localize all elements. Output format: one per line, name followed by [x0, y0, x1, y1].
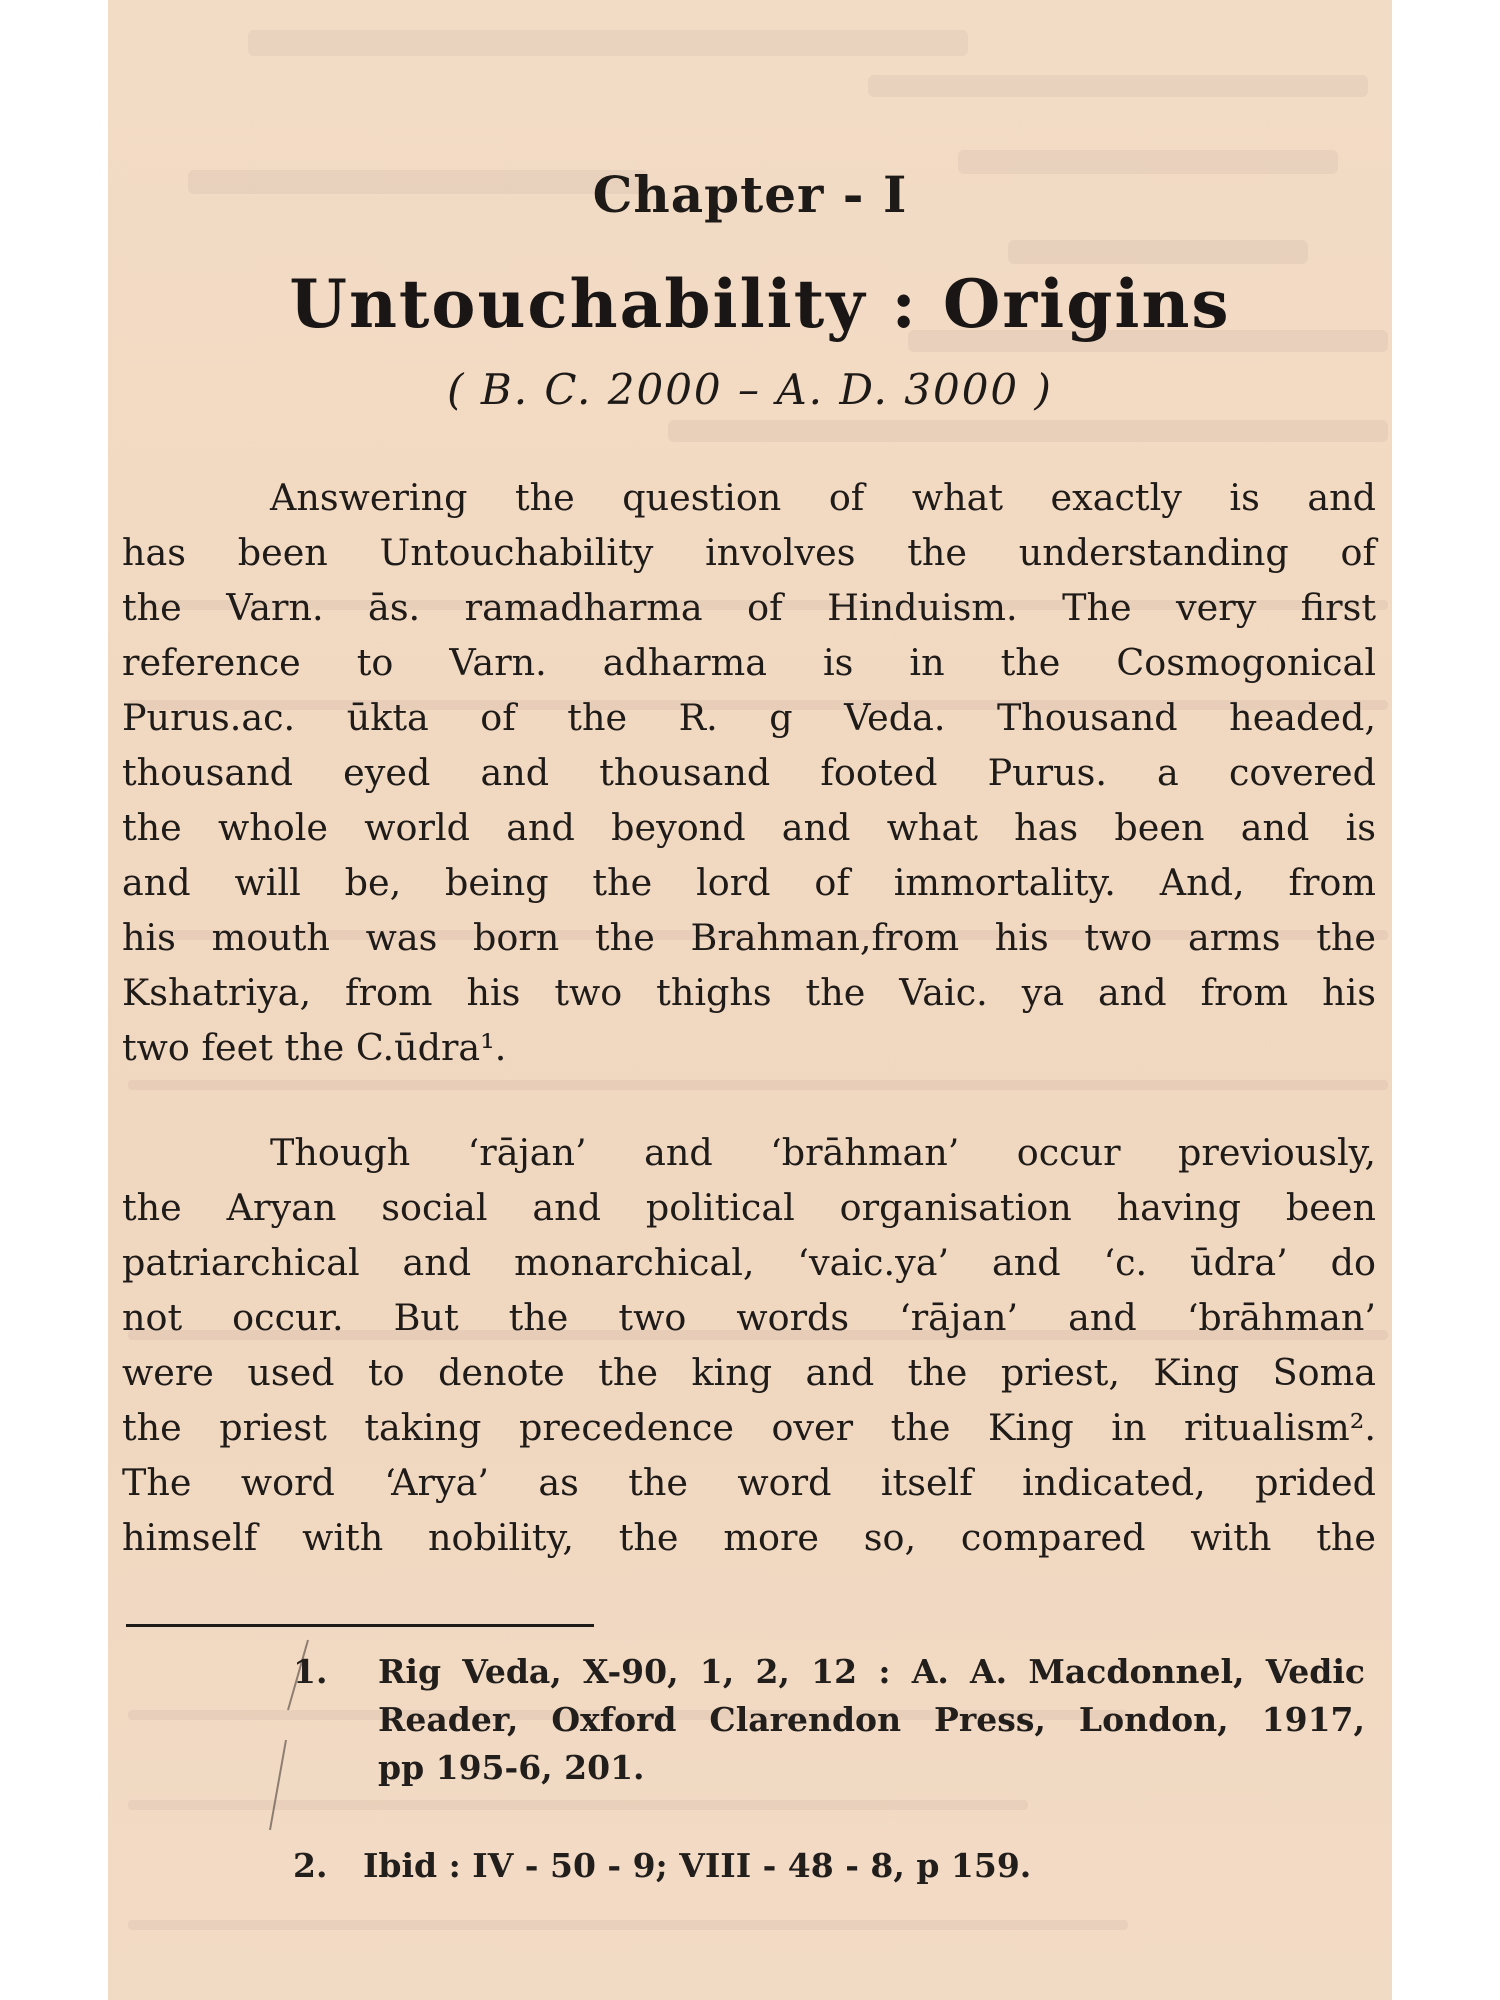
text-line: Kshatriya, from his two thighs the Vaic. ya and from his: [122, 971, 1376, 1014]
footnote-2: [293, 1842, 1365, 1890]
text-line: Purus.ac. ūkta of the R. g Veda. Thousand headed,: [122, 696, 1376, 739]
chapter-date-range: ( B. C. 2000 – A. D. 3000 ): [447, 365, 1053, 414]
footnote-1: [293, 1648, 1365, 1792]
text-line: not occur. But the two words ‘rājan’ and ‘brāhman’: [122, 1296, 1376, 1339]
text-line: and will be, being the lord of immortality. And, from: [122, 861, 1376, 904]
footnote-line: Ibid : IV - 50 - 9; VIII - 48 - 8, p 159.: [363, 1846, 1032, 1885]
paragraph-1: [122, 470, 1376, 1075]
footnote-divider: [126, 1624, 594, 1627]
footnote-line: Rig Veda, X-90, 1, 2, 12 : A. A. Macdonnel, Vedic: [378, 1652, 1365, 1691]
footnote-number: 2.: [293, 1846, 328, 1885]
text-line: The word ‘Arya’ as the word itself indicated, prided: [122, 1461, 1376, 1504]
text-line: Though ‘rājan’ and ‘brāhman’ occur previously,: [270, 1131, 1376, 1174]
text-line: his mouth was born the Brahman,from his two arms the: [122, 916, 1376, 959]
text-line: the priest taking precedence over the King in ritualism².: [122, 1406, 1376, 1449]
footnotes: [293, 1648, 1365, 1890]
text-line: two feet the C.ūdra¹.: [122, 1026, 507, 1069]
text-line: the Varn. ās. ramadharma of Hinduism. The very first: [122, 586, 1376, 629]
text-line: reference to Varn. adharma is in the Cosmogonical: [122, 641, 1376, 684]
text-line: the whole world and beyond and what has been and is: [122, 806, 1376, 849]
footnote-line: pp 195-6, 201.: [378, 1748, 645, 1787]
text-line: thousand eyed and thousand footed Purus. a covered: [122, 751, 1376, 794]
paragraph-2: [122, 1125, 1376, 1565]
text-line: himself with nobility, the more so, compared with the: [122, 1516, 1376, 1559]
text-line: has been Untouchability involves the understanding of: [122, 531, 1376, 574]
chapter-title: Untouchability : Origins: [289, 265, 1231, 343]
footnote-number: 1.: [293, 1652, 328, 1691]
chapter-label: Chapter - I: [592, 165, 908, 224]
footnote-line: Reader, Oxford Clarendon Press, London, 1917,: [378, 1700, 1365, 1739]
text-line: Answering the question of what exactly is and: [270, 476, 1376, 519]
text-line: were used to denote the king and the priest, King Soma: [122, 1351, 1376, 1394]
book-page: [108, 0, 1392, 2000]
text-line: the Aryan social and political organisation having been: [122, 1186, 1376, 1229]
text-line: patriarchical and monarchical, ‘vaic.ya’ and ‘c. ūdra’ do: [122, 1241, 1376, 1284]
